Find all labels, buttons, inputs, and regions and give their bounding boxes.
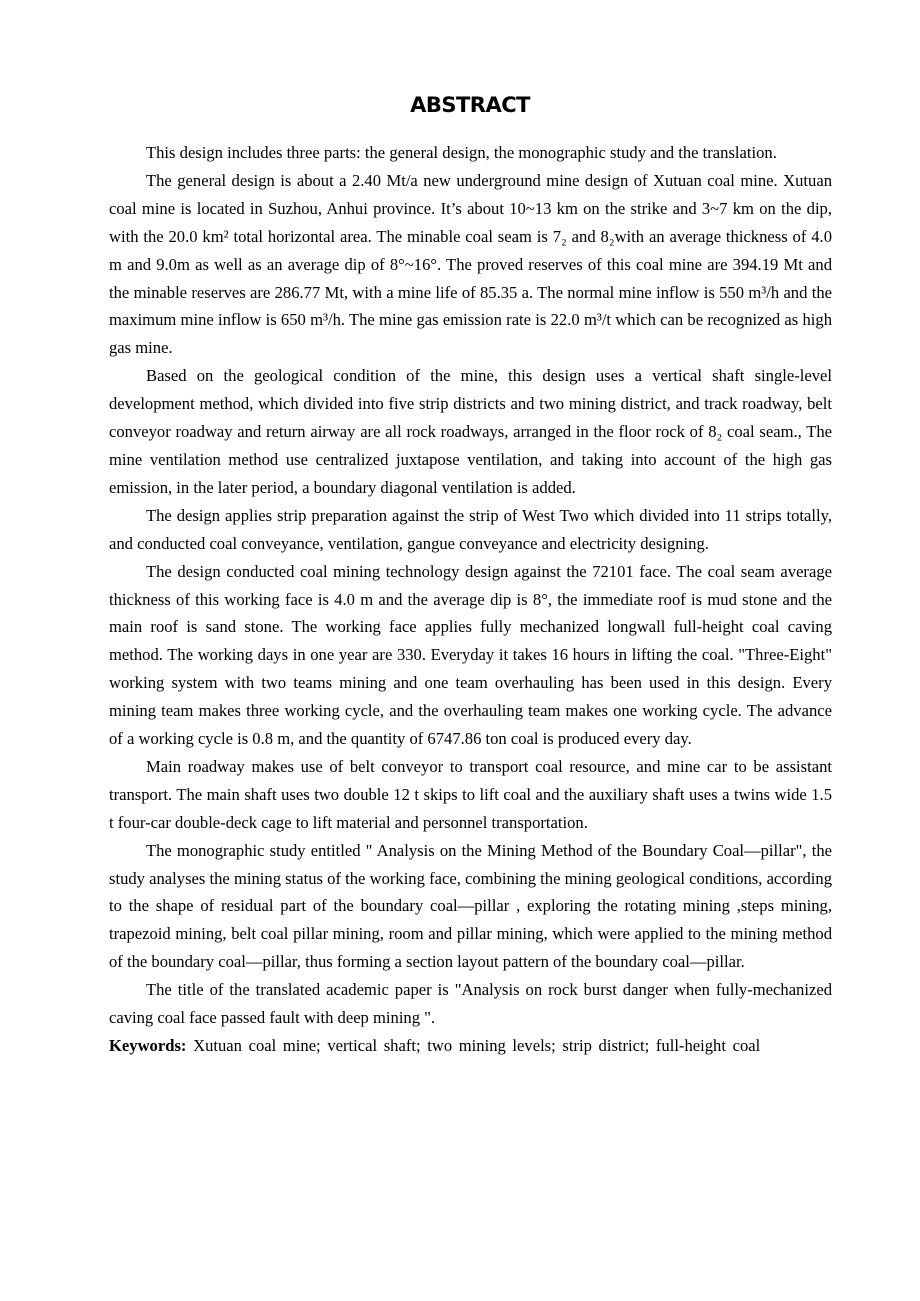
paragraph-monographic-study: The monographic study entitled " Analysis on the Mining Method of the Boundary Coal—pillar", the study analyses the mining status of the working face, combining the mining geological conditions, according to the shape of residual part of the boundary coal—pillar , exploring the rotating mining ,steps mining, trapezoid mining, belt coal pillar mining, room and pillar mining, which were applied to the mining method of the boundary coal—pillar, thus forming a section layout pattern of the boundary coal—pillar. [109,840,832,972]
paragraph-mining-technology: The design conducted coal mining technology design against the 72101 face. The coal seam average thickness of this working face is 4.0 m and the average dip is 8°, the immediate roof is mud stone and the main roof is sand stone. The working face applies fully mechanized longwall full-height coal caving method. The working days in one year are 330. Everyday it takes 16 hours in lifting the coal. "Three-Eight" working system with two teams mining and one team overhauling has been used in this design. Every mining team makes three working cycle, and the overhauling team makes one working cycle. The advance of a working cycle is 0.8 m, and the quantity of 6747.86 ton coal is produced every day. [109,561,832,749]
abstract-body [109,139,832,1060]
paragraph-translation: The title of the translated academic paper is "Analysis on rock burst danger when fully-mechanized caving coal face passed fault with deep mining ". [109,980,832,1028]
paragraph-transport: Main roadway makes use of belt conveyor to transport coal resource, and mine car to be assistant transport. The main shaft uses two double 12 t skips to lift coal and the auxiliary shaft uses a twins wide 1.5 t four-car double-deck cage to lift material and personnel transportation. [109,756,832,832]
keywords-text: Xutuan coal mine; vertical shaft; two mining levels; strip district; full-height coal [193,1036,761,1055]
abstract-title: ABSTRACT [410,93,530,117]
paragraph-strip-preparation: The design applies strip preparation against the strip of West Two which divided into 11 strips totally, and conducted coal conveyance, ventilation, gangue conveyance and electricity designing. [109,505,832,553]
paragraph-general-design: The general design is about a 2.40 Mt/a new underground mine design of Xutuan coal mine. Xutuan coal mine is located in Suzhou, Anhui province. It’s about 10~13 km on the strike and 3~7 km on the dip, with the 20.0 km² total horizontal area. The minable coal seam is 7₂ and 8₂with an average thickness of 4.0 m and 9.0m as well as an average dip of 8°~16°. The proved reserves of this coal mine are 394.19 Mt and the minable reserves are 286.77 Mt, with a mine life of 85.35 a. The normal mine inflow is 550 m³/h and the maximum mine inflow is 650 m³/h. The mine gas emission rate is 22.0 m³/t which can be recognized as high gas mine. [109,170,832,358]
paragraph-development: Based on the geological condition of the mine, this design uses a vertical shaft single-level development method, which divided into five strip districts and two mining district, and track roadway, belt conveyor roadway and return airway are all rock roadways, arranged in the floor rock of 8₂ coal seam., The mine ventilation method use centralized juxtapose ventilation, and taking into account of the high gas emission, in the later period, a boundary diagonal ventilation is added. [109,366,832,497]
keywords-label: Keywords: [109,1036,187,1055]
keywords-line [109,1032,832,1060]
paragraph-overview: This design includes three parts: the general design, the monographic study and the translation. [146,143,777,162]
